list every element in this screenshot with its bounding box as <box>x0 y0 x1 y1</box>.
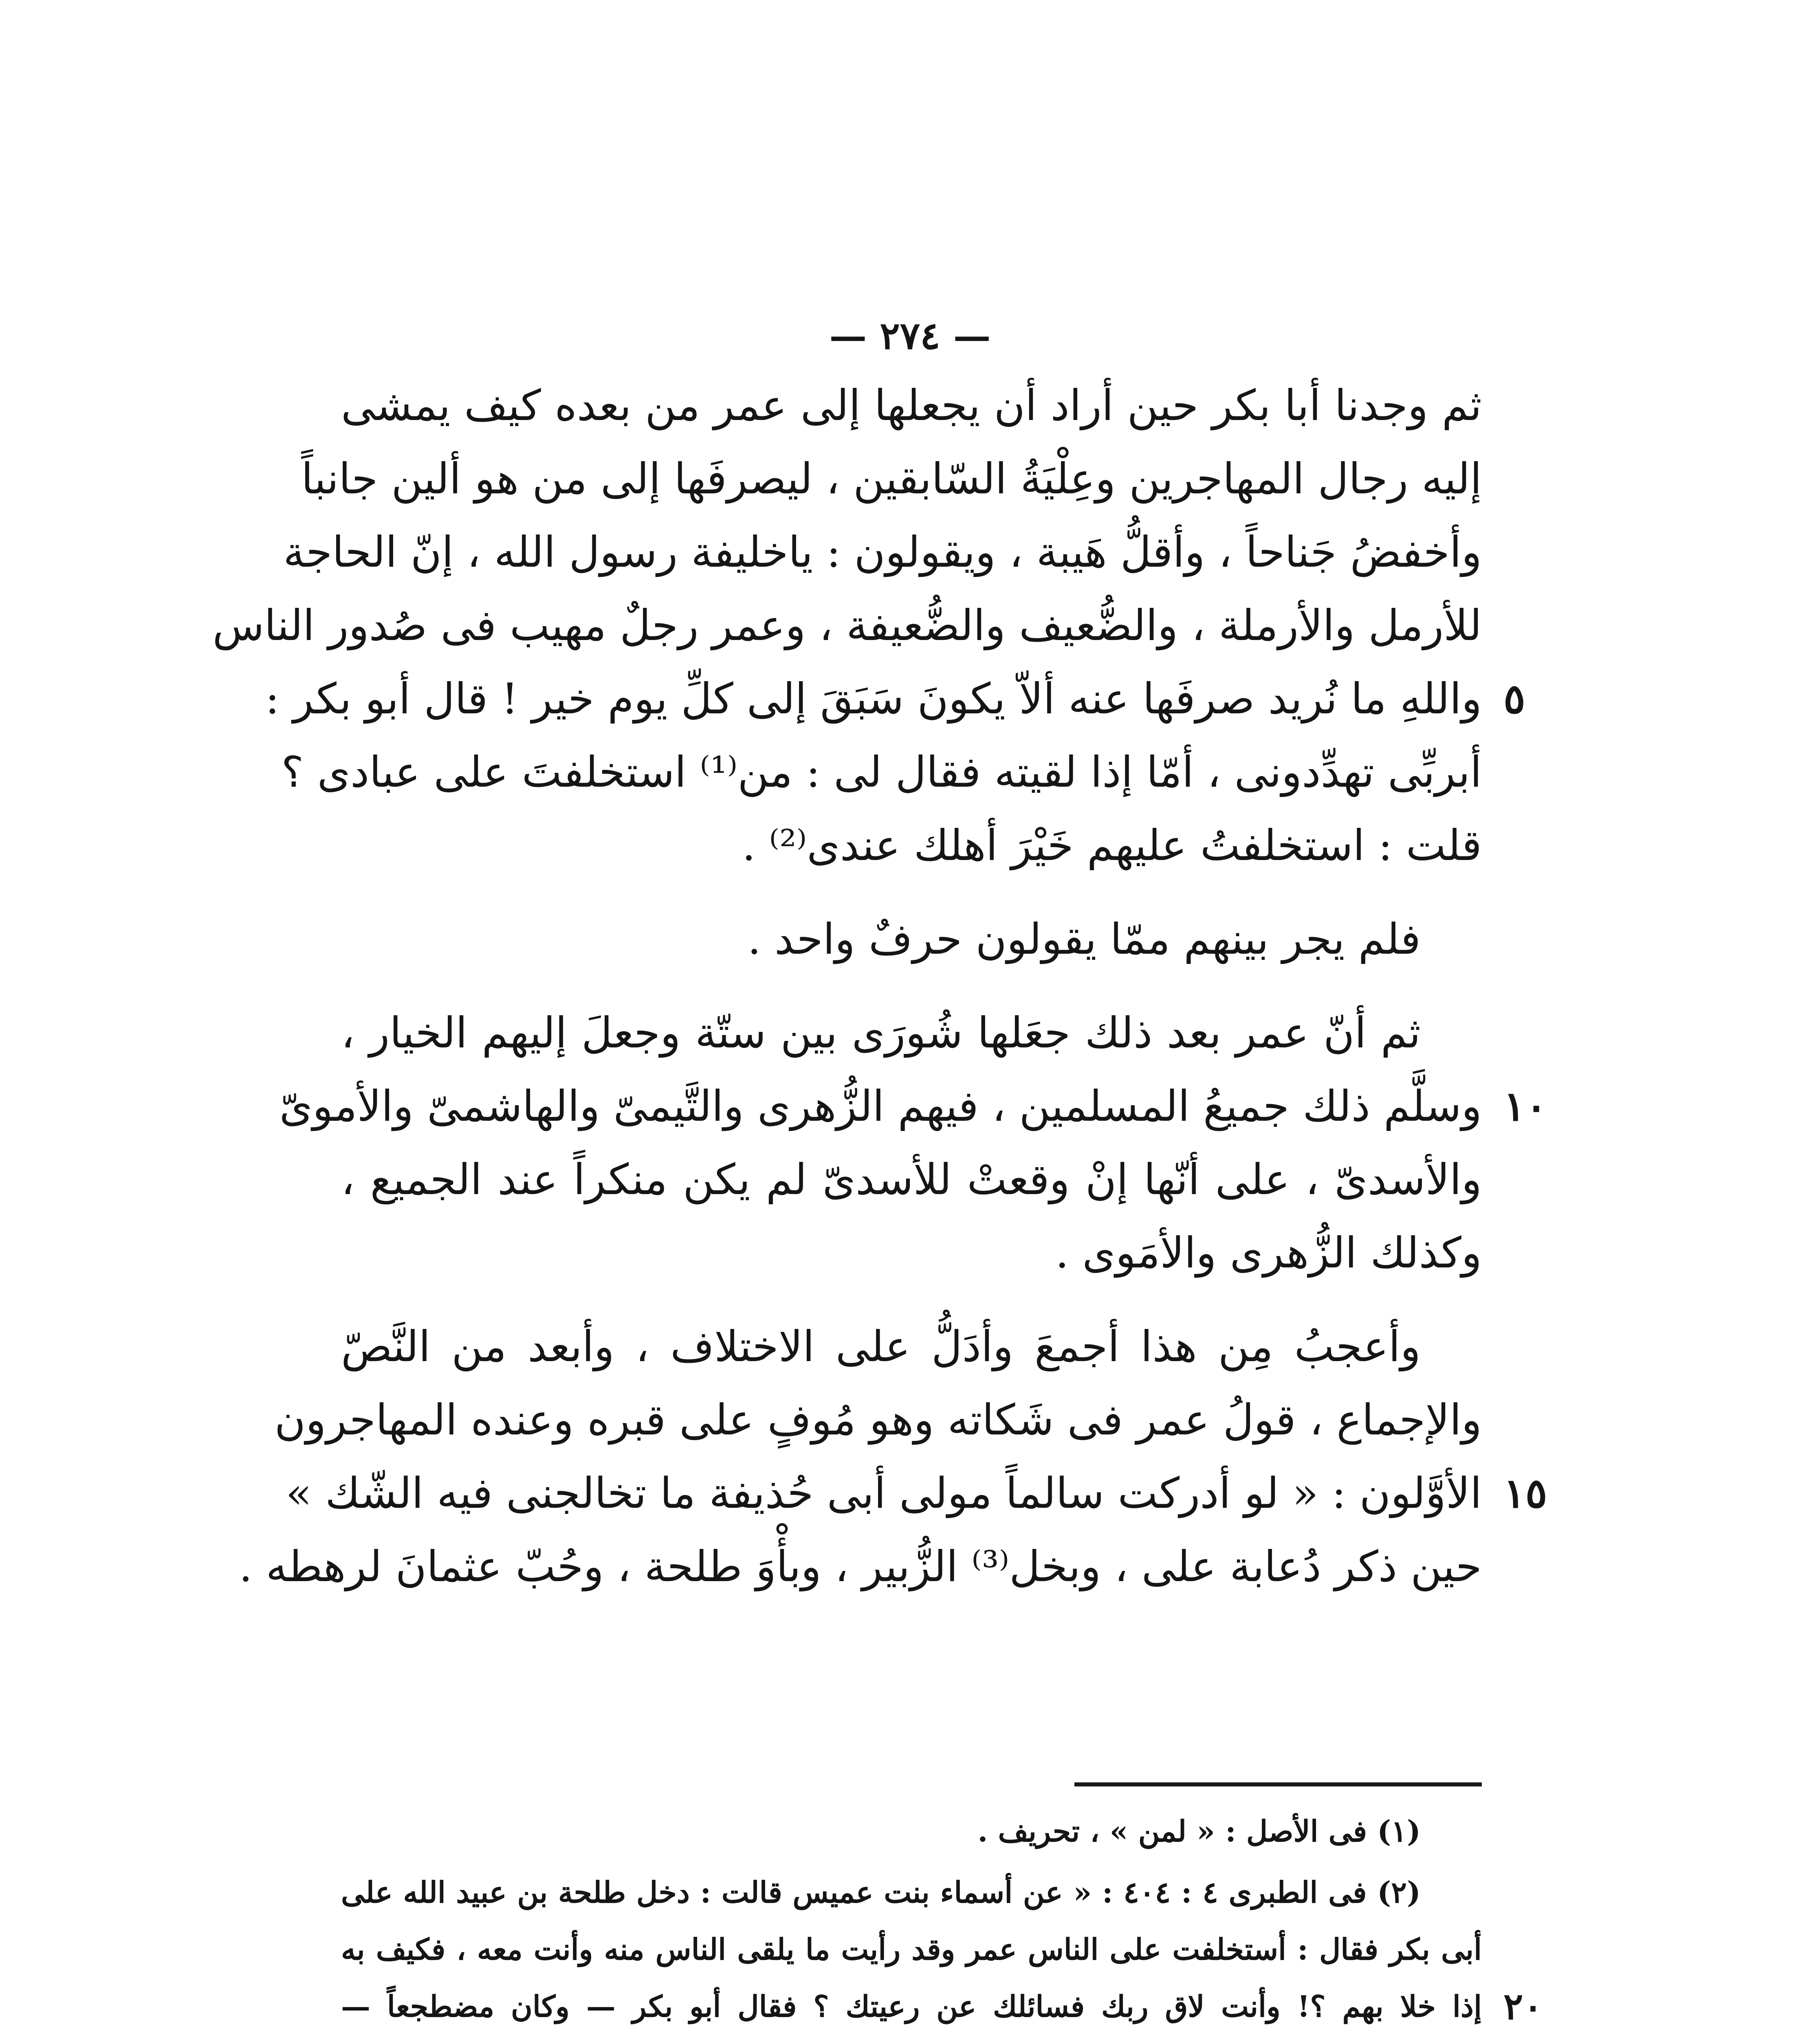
line-number-5: ٥ <box>1503 675 1525 723</box>
body-line-16: حين ذكر دُعابة على ، وبخل⁽³⁾ الزُّبير ، وبأْوَ طلحة ، وحُبّ عثمانَ لرهطه . <box>239 1542 1482 1591</box>
body-line-5: واللهِ ما نُريد صرفَها عنه ألاّ يكونَ سَبَقَ إلى كلِّ يوم خير ! قال أبو بكر : <box>265 674 1482 724</box>
body-line-15: الأوَّلون : « لو أدركت سالماً مولى أبى حُذيفة ما تخالجنى فيه الشّك » <box>286 1468 1482 1518</box>
line-number-15: ١٥ <box>1503 1469 1547 1517</box>
body-line-12: وكذلك الزُّهرى والأمَوى . <box>1055 1228 1482 1278</box>
body-line-13: وأعجبُ مِن هذا أجمعَ وأدَلُّ على الاختلاف ، وأبعد من النَّصّ <box>341 1322 1421 1371</box>
line-number-10: ١٠ <box>1503 1082 1547 1130</box>
body-line-1: ثم وجدنا أبا بكر حين أراد أن يجعلها إلى عمر من بعده كيف يمشى <box>341 381 1482 430</box>
body-line-2: إليه رجال المهاجرين وعِلْيَةُ السّابقين ، ليصرفَها إلى من هو ألين جانباً <box>301 454 1482 504</box>
line-number-20: ٢٠ <box>1503 1985 1543 2028</box>
body-line-6: أبربِّى تهدِّدونى ، أمّا إذا لقيته فقال لى : من⁽¹⁾ استخلفتَ على عبادى ؟ <box>281 747 1482 797</box>
body-line-3: وأخفضُ جَناحاً ، وأقلُّ هَيبة ، ويقولون : ياخليفة رسول الله ، إنّ الحاجة <box>283 527 1482 577</box>
footnote-separator <box>1074 1782 1482 1786</box>
body-line-11: والأسدىّ ، على أنّها إنْ وقعتْ للأسدىّ لم يكن منكراً عند الجميع ، <box>341 1155 1482 1204</box>
body-line-9: ثم أنّ عمر بعد ذلك جعَلها شُورَى بين ستّة وجعلَ إليهم الخيار ، <box>341 1008 1421 1058</box>
body-line-7: قلت : استخلفتُ عليهم خَيْرَ أهلك عندى⁽²⁾ . <box>742 821 1482 870</box>
footnote-line-3: أبى بكر فقال : أستخلفت على الناس عمر وقد رأيت ما يلقى الناس منه وأنت معه ، فكيف به <box>341 1932 1482 1967</box>
footnote-line-4: إذا خلا بهم ؟! وأنت لاق ربك فسائلك عن رعيتك ؟ فقال أبو بكر — وكان مضطجعاً — <box>341 1989 1482 2024</box>
body-line-4: للأرمل والأرملة ، والضُّعيف والضُّعيفة ، وعمر رجلٌ مهيب فى صُدور الناس <box>212 601 1482 650</box>
body-line-8: فلم يجر بينهم ممّا يقولون حرفٌ واحد . <box>747 914 1421 964</box>
body-line-10: وسلَّم ذلك جميعُ المسلمين ، فيهم الزُّهرى والتَّيمىّ والهاشمىّ والأموىّ <box>279 1081 1482 1131</box>
page-number: — ٢٧٤ — <box>829 314 991 358</box>
footnote-line-2: (٢) فى الطبرى ٤ : ٤٠٤ : « عن أسماء بنت عميس قالت : دخل طلحة بن عبيد الله على <box>341 1875 1421 1909</box>
body-line-14: والإجماع ، قولُ عمر فى شَكاته وهو مُوفٍ على قبره وعنده المهاجرون <box>274 1395 1482 1445</box>
footnote-line-1: (١) فى الأصل : « لمن » ، تحريف . <box>977 1814 1421 1848</box>
